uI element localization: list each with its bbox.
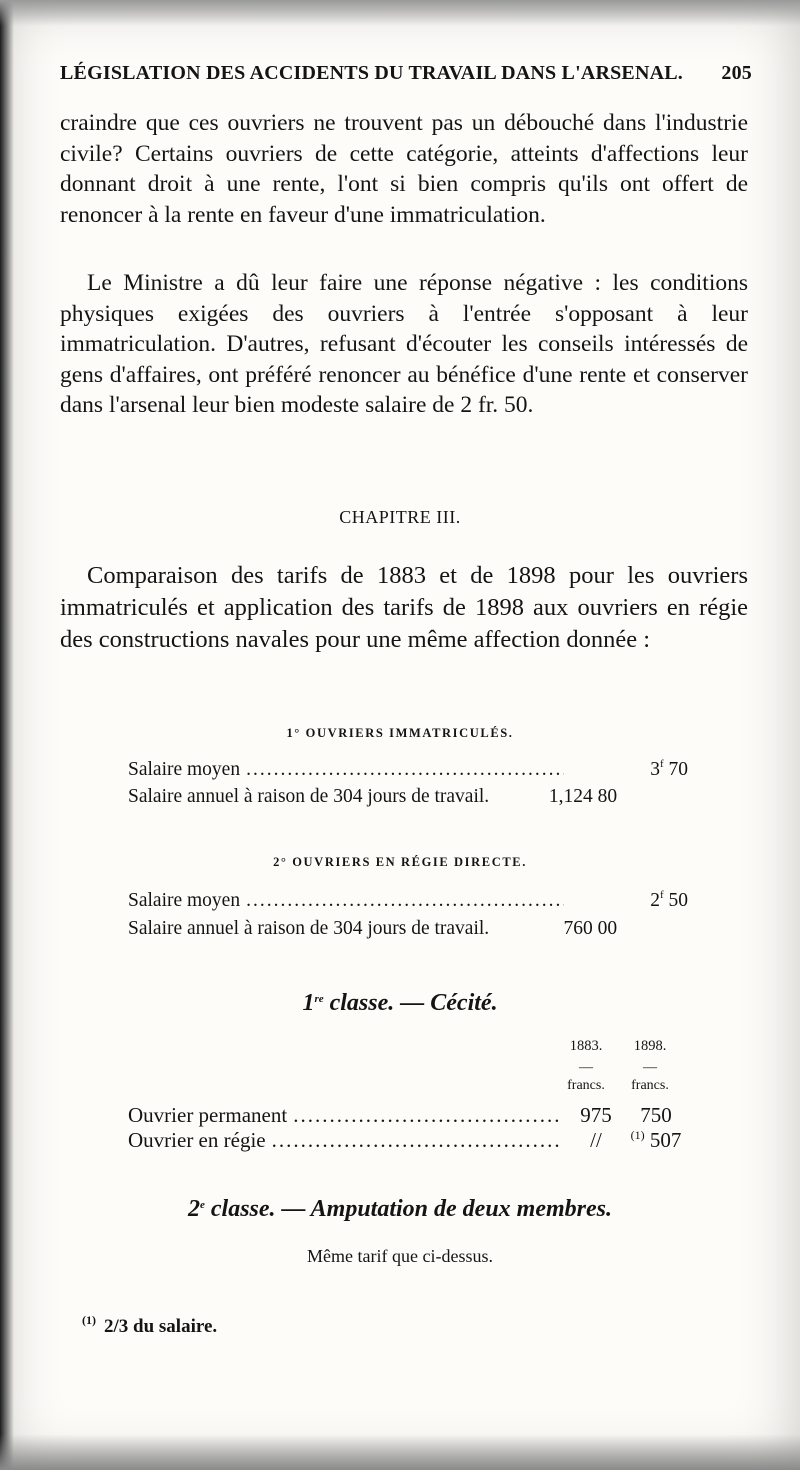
chapter-intro: Comparaison des tarifs de 1883 et de 1898 pour les ouvriers immatriculés et application des tarifs de 1898 aux ouvriers en régie des constructions navales pour une même affection donnée :: [60, 562, 748, 653]
paragraph-2: Le Ministre a dû leur faire une réponse négative : les conditions physiques exigées des ouvriers à l'entrée s'opposant à leur immatriculation. D'autres, refusant d'écouter les conseils intéressés de gens d'affaires, ont préféré renoncer au bénéfice d'une rente et conserver dans l'arsenal leur bien modeste salaire de 2 fr. 50.: [60, 270, 748, 418]
running-title: LÉGISLATION DES ACCIDENTS DU TRAVAIL DANS L'ARSENAL.: [60, 62, 683, 84]
page-top-shadow: [0, 0, 800, 26]
leader-dots: [272, 1128, 562, 1153]
section-heading-regie: 2° OUVRIERS EN RÉGIE DIRECTE.: [273, 855, 527, 869]
page-bottom-shadow: [0, 1434, 800, 1470]
chapter-title: CHAPITRE III.: [339, 507, 461, 527]
salary-row: [128, 890, 688, 912]
leader-dots: [246, 890, 564, 912]
page-number: 205: [721, 62, 752, 84]
row-amount: 3$^f$ 70: [650, 758, 688, 780]
tariff-row: [128, 1128, 688, 1153]
row-label: Ouvrier permanent: [128, 1103, 288, 1127]
value-1883: 975: [580, 1103, 612, 1127]
classe-heading-2: 2e classe. — Amputation de deux membres.: [188, 1196, 612, 1222]
column-unit: francs.: [567, 1078, 605, 1093]
row-amount: 760 00: [563, 918, 618, 939]
row-label: Salaire annuel à raison de 304 jours de travail.: [128, 918, 490, 939]
row-label: Salaire moyen: [128, 890, 241, 911]
column-header-1898: 1898.: [633, 1038, 667, 1054]
row-label: Salaire annuel à raison de 304 jours de travail.: [128, 786, 490, 807]
footnote-ref: (1): [630, 1128, 645, 1142]
running-head: [60, 62, 752, 85]
column-rule: —: [643, 1060, 657, 1075]
footnote: [82, 1313, 218, 1338]
value-1883: //: [590, 1128, 602, 1152]
row-amount: 1,124 80: [548, 786, 618, 807]
column-header-1883: 1883.: [569, 1038, 603, 1054]
row-amount: 2$^f$ 50: [650, 889, 688, 911]
classe-heading-1: 1re classe. — Cécité.: [302, 990, 498, 1016]
value-1898: 750: [640, 1103, 672, 1127]
salary-row: [128, 918, 688, 940]
salary-row: [128, 759, 688, 781]
value-1898: $^{(1)}$ 507: [630, 1128, 682, 1152]
row-label: Salaire moyen: [128, 759, 241, 780]
paragraph-1: craindre que ces ouvriers ne trouvent pas un débouché dans l'industrie civile? Certains ouvriers de cette catégorie, atteints d'affections leur donnant droit à une rente, l'ont si bien compris qu'ils ont offert de renoncer à la rente en faveur d'une immatriculation.: [60, 110, 748, 228]
footnote-mark: (1): [82, 1313, 96, 1327]
footnote-text: 2/3 du salaire.: [104, 1316, 218, 1337]
salary-row: [128, 786, 688, 808]
tariff-row: [128, 1103, 688, 1128]
leader-dots: [293, 1103, 562, 1128]
row-label: Ouvrier en régie: [128, 1128, 266, 1152]
column-unit: francs.: [631, 1078, 669, 1093]
same-tariff-note: Même tarif que ci-dessus.: [307, 1246, 493, 1266]
section-heading-immatricules: 1° OUVRIERS IMMATRICULÉS.: [286, 726, 514, 740]
column-rule: —: [579, 1060, 593, 1075]
leader-dots: [246, 759, 564, 781]
